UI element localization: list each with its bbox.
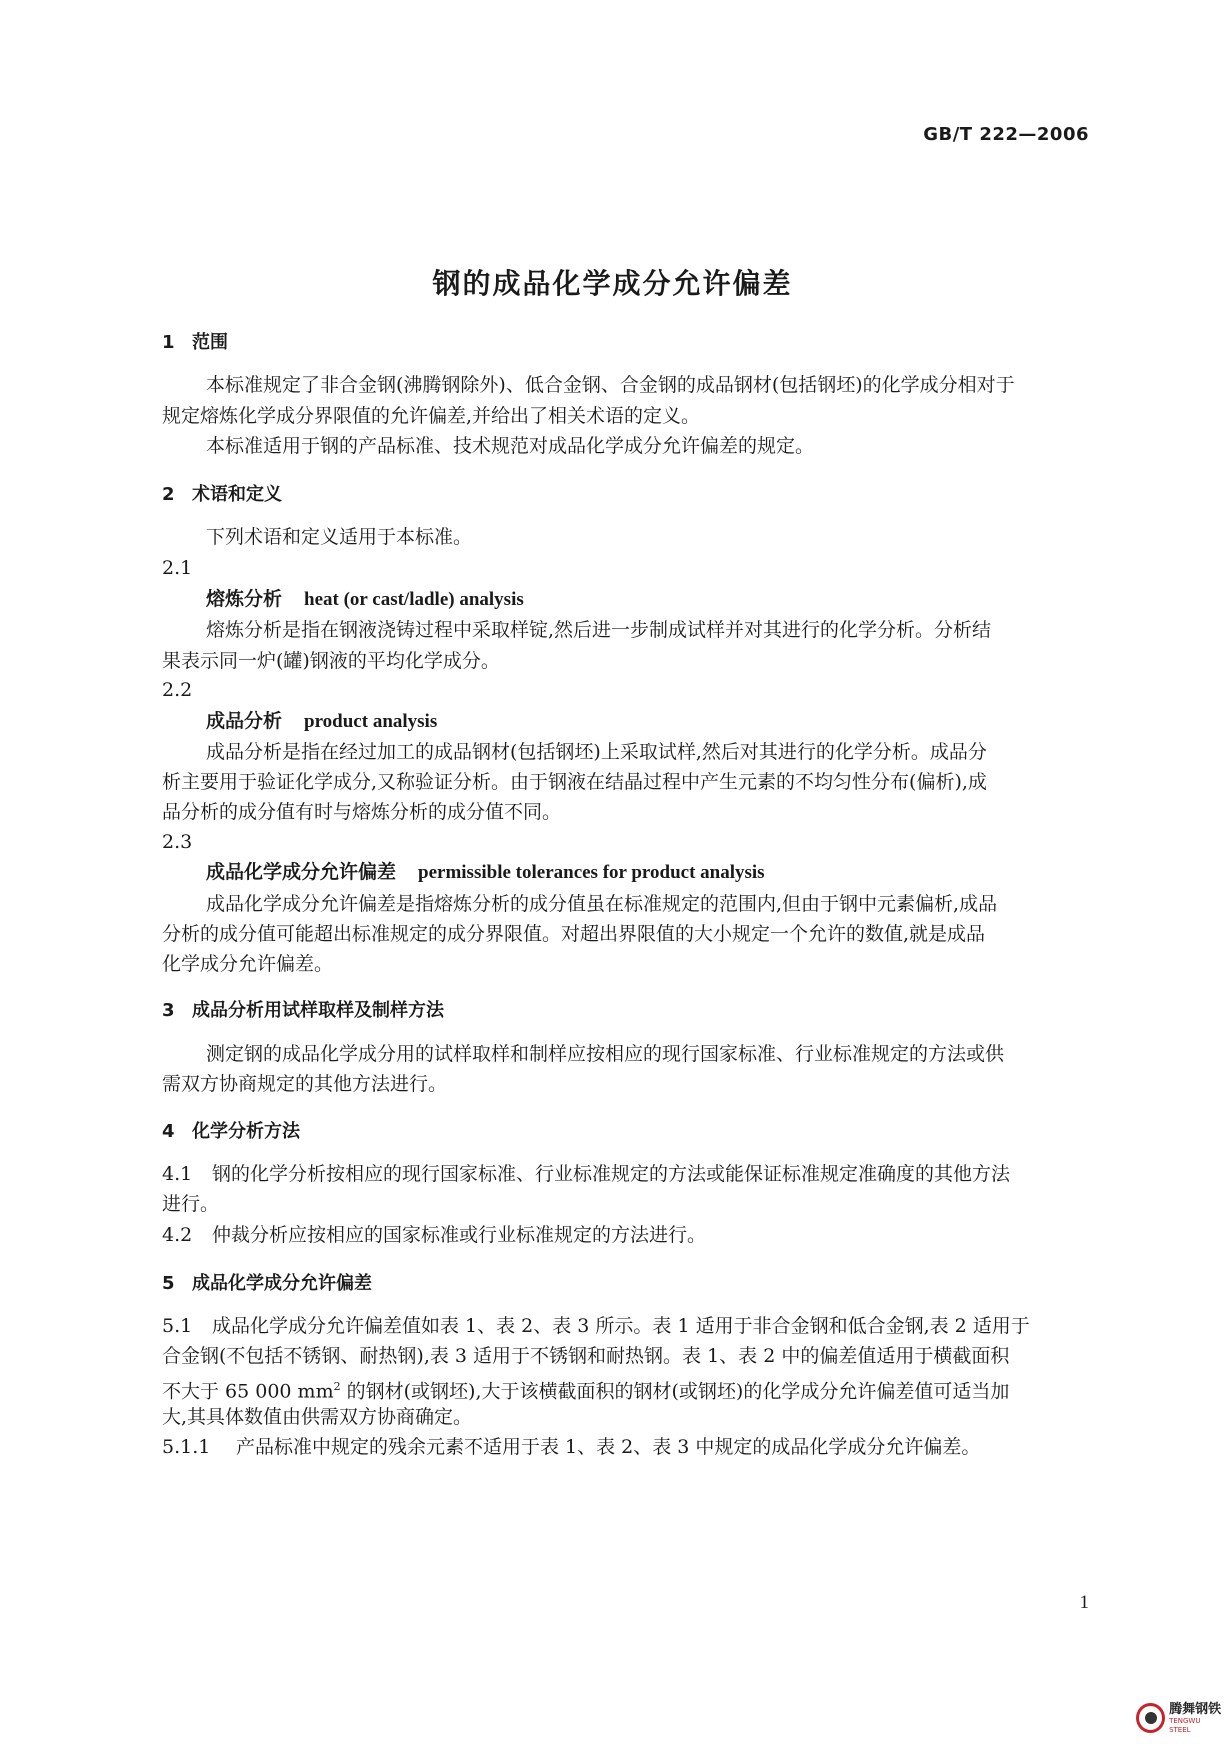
page-number: 1	[1079, 1592, 1089, 1613]
clause-line	[162, 1313, 1122, 1339]
paragraph-line: 下列术语和定义适用于本标准。	[206, 526, 473, 548]
term-english: permissible tolerances for product analysis	[418, 862, 765, 883]
clause-number: 4.1	[162, 1163, 193, 1185]
logo-mark-icon	[1136, 1703, 1165, 1733]
section-number: 1	[162, 332, 175, 353]
clause-number: 4.2	[162, 1224, 193, 1246]
clause-number: 5.1.1	[162, 1436, 211, 1458]
section-3-heading	[162, 998, 1122, 1024]
term-heading	[206, 708, 1122, 735]
text-fragment: 的钢材(或钢坯),大于该横截面积的钢材(或钢坯)的化学成分允许偏差值可适当加	[340, 1380, 1010, 1403]
section-title: 化学分析方法	[192, 1121, 300, 1142]
paragraph-line	[162, 1374, 1122, 1404]
paragraph-line: 合金钢(不包括不锈钢、耐热钢),表 3 适用于不锈钢和耐热钢。表 1、表 2 中的偏差值适用于横截面积	[162, 1345, 1010, 1367]
clause-text: 成品化学成分允许偏差值如表 1、表 2、表 3 所示。表 1 适用于非合金钢和低合金钢,表 2 适用于	[212, 1315, 1030, 1337]
section-title: 范围	[192, 332, 228, 353]
paragraph-line: 析主要用于验证化学成分,又称验证分析。由于钢液在结晶过程中产生元素的不均匀性分布(偏析),成	[162, 771, 987, 793]
term-chinese: 成品化学成分允许偏差	[206, 861, 397, 883]
section-5-heading	[162, 1271, 1122, 1297]
clause-number: 2.3	[162, 831, 193, 853]
paragraph-line: 规定熔炼化学成分界限值的允许偏差,并给出了相关术语的定义。	[162, 405, 701, 427]
paragraph-line: 分析的成分值可能超出标准规定的成分界限值。对超出界限值的大小规定一个允许的数值,就是成品	[162, 923, 986, 945]
document-title: 钢的成品化学成分允许偏差	[432, 267, 793, 300]
superscript: 2	[333, 1380, 341, 1393]
section-title: 成品化学成分允许偏差	[192, 1273, 372, 1294]
section-2-heading	[162, 482, 1122, 508]
clause-line	[162, 1434, 1122, 1460]
clause-text: 产品标准中规定的残余元素不适用于表 1、表 2、表 3 中规定的成品化学成分允许偏差。	[236, 1436, 981, 1458]
text-fragment: 不大于 65 000 mm	[162, 1380, 334, 1403]
clause-number: 2.1	[162, 557, 193, 579]
paragraph-line: 果表示同一炉(罐)钢液的平均化学成分。	[162, 650, 500, 672]
section-number: 2	[162, 484, 175, 505]
clause-number: 2.2	[162, 679, 193, 701]
standard-number: GB/T 222—2006	[923, 124, 1089, 145]
term-chinese: 成品分析	[206, 710, 283, 732]
clause-number: 5.1	[162, 1315, 193, 1337]
section-number: 3	[162, 1000, 175, 1021]
term-heading	[206, 859, 1122, 886]
section-number: 5	[162, 1273, 175, 1294]
section-1-heading	[162, 330, 1122, 356]
paragraph-line: 需双方协商规定的其他方法进行。	[162, 1073, 448, 1095]
section-4-heading	[162, 1119, 1122, 1145]
paragraph-line: 成品分析是指在经过加工的成品钢材(包括钢坯)上采取试样,然后对其进行的化学分析。成品分	[206, 741, 987, 763]
paragraph-line: 测定钢的成品化学成分用的试样取样和制样应按相应的现行国家标准、行业标准规定的方法或供	[206, 1043, 1005, 1065]
logo-text-chinese: 腾舞钢铁	[1169, 1701, 1222, 1717]
term-english: product analysis	[304, 711, 438, 732]
paragraph-line: 进行。	[162, 1193, 220, 1215]
paragraph-line: 化学成分允许偏差。	[162, 953, 334, 975]
section-title: 术语和定义	[192, 484, 282, 505]
paragraph-line: 大,其具体数值由供需双方协商确定。	[162, 1406, 473, 1428]
clause-line	[162, 1161, 1122, 1187]
paragraph-line: 熔炼分析是指在钢液浇铸过程中采取样锭,然后进一步制成试样并对其进行的化学分析。分析结	[206, 619, 992, 641]
term-chinese: 熔炼分析	[206, 588, 283, 610]
clause-line	[162, 1222, 1122, 1248]
paragraph-line: 本标准规定了非合金钢(沸腾钢除外)、低合金钢、合金钢的成品钢材(包括钢坯)的化学成分相对于	[206, 374, 1015, 396]
section-title: 成品分析用试样取样及制样方法	[192, 1000, 444, 1021]
paragraph-line: 品分析的成分值有时与熔炼分析的成分值不同。	[162, 801, 562, 823]
logo-text-english: TENGWU STEEL	[1169, 1716, 1201, 1734]
clause-text: 仲裁分析应按相应的国家标准或行业标准规定的方法进行。	[212, 1224, 707, 1246]
term-heading	[206, 586, 1122, 613]
company-logo	[1136, 1700, 1222, 1736]
clause-text: 钢的化学分析按相应的现行国家标准、行业标准规定的方法或能保证标准规定准确度的其他方法	[212, 1163, 1011, 1185]
section-number: 4	[162, 1121, 175, 1142]
paragraph-line: 本标准适用于钢的产品标准、技术规范对成品化学成分允许偏差的规定。	[206, 435, 815, 457]
paragraph-line: 成品化学成分允许偏差是指熔炼分析的成分值虽在标准规定的范围内,但由于钢中元素偏析,成品	[206, 893, 998, 915]
term-english: heat (or cast/ladle) analysis	[304, 589, 524, 610]
